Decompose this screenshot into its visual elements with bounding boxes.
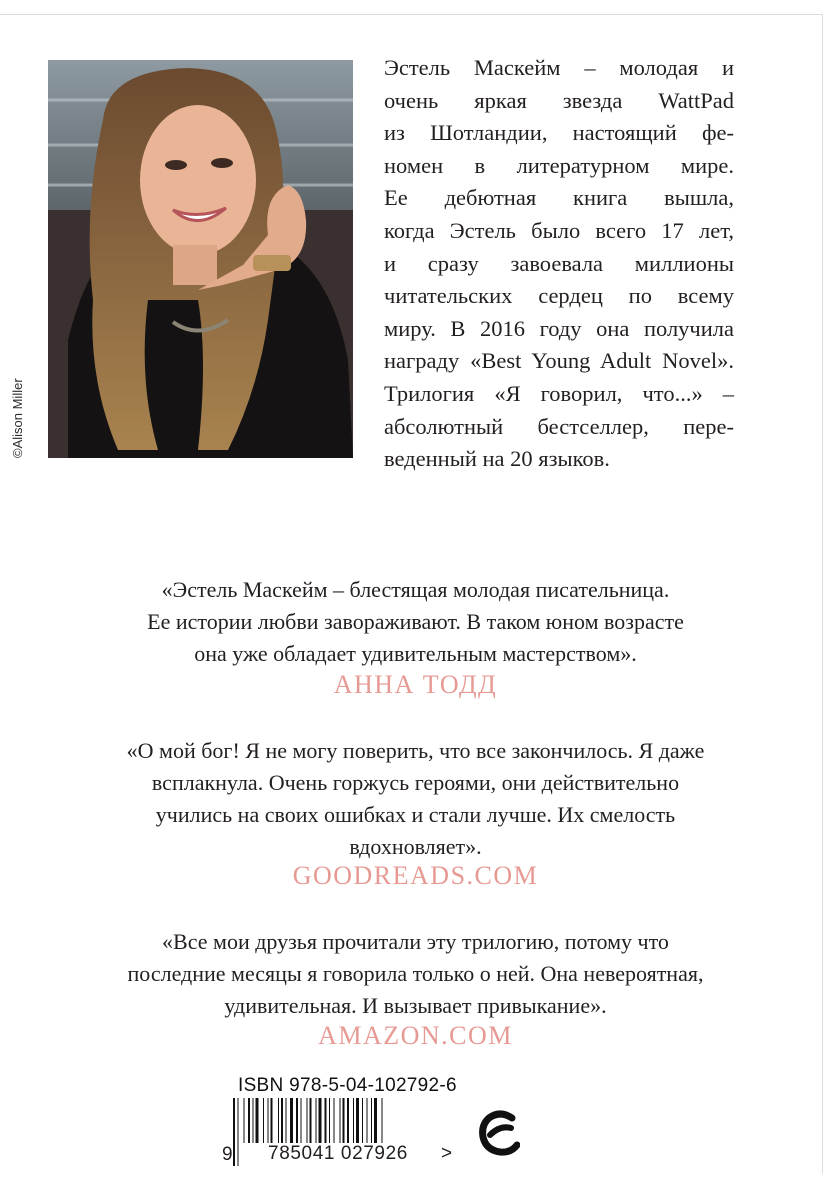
- bio-line: из Шотландии, настоящий фе-: [384, 120, 734, 146]
- review-quote-1: [40, 574, 791, 670]
- quote-line: «О мой бог! Я не могу поверить, что все закончилось. Я даже: [126, 738, 705, 763]
- bio-line: Ее дебютная книга вышла,: [384, 185, 734, 211]
- barcode-bar: [233, 1098, 235, 1166]
- quote-line: «Эстель Маскейм – блестящая молодая писательница.: [161, 577, 670, 602]
- review-source-1: АННА ТОДД: [333, 670, 498, 699]
- bio-line: Трилогия «Я говорил, что...» –: [384, 380, 734, 406]
- quote-line: вдохновляет».: [349, 834, 482, 859]
- quote-line: «Все мои друзья прочитали эту трилогию, потому что: [162, 929, 669, 954]
- bio-line: когда Эстель было всего 17 лет,: [384, 217, 734, 243]
- author-bio: [384, 52, 734, 476]
- bio-line: Эстель Маскейм – молодая и: [384, 55, 734, 80]
- author-portrait-image: [48, 60, 353, 458]
- trim-line-right: [822, 14, 823, 1174]
- trim-line-top: [0, 14, 823, 15]
- review-quote-3: [40, 926, 791, 1022]
- author-photo: [48, 60, 353, 458]
- barcode-arrow: >: [441, 1143, 453, 1164]
- publisher-logo-icon: [478, 1108, 520, 1156]
- quote-line: последние месяцы я говорила только о ней. Она невероятная,: [127, 961, 704, 986]
- photo-credit: ©Alison Miller: [10, 378, 25, 458]
- bio-line: номен в литературном мире.: [384, 152, 734, 178]
- quote-line: удивительная. И вызывает привыкание».: [224, 993, 607, 1018]
- bio-line: награду «Best Young Adult Novel».: [384, 348, 734, 374]
- bio-line: читательских сердец по всему: [384, 283, 734, 309]
- review-source-2: GOODREADS.COM: [292, 861, 539, 890]
- bio-line: веденный на 20 языков.: [384, 446, 610, 472]
- bio-line: очень яркая звезда WattPad: [384, 87, 734, 113]
- review-source-3: AMAZON.COM: [318, 1021, 513, 1050]
- barcode-lead-digit: 9: [222, 1144, 233, 1165]
- bio-line: и сразу завоевала миллионы: [384, 250, 734, 276]
- isbn-label: ISBN 978-5-04-102792-6: [238, 1075, 457, 1096]
- quote-line: она уже обладает удивительным мастерством».: [194, 641, 637, 666]
- quote-line: учились на своих ошибках и стали лучше. Их смелость: [155, 802, 676, 827]
- bio-line: абсолютный бестселлер, пере-: [384, 413, 734, 439]
- quote-line: всплакнула. Очень горжусь героями, они действительно: [151, 770, 680, 795]
- barcode-digits: 785041 027926: [239, 1143, 437, 1167]
- quote-line: Ее истории любви завораживают. В таком юном возрасте: [147, 609, 684, 634]
- bio-line: миру. В 2016 году она получила: [384, 315, 734, 341]
- review-quote-2: [40, 735, 791, 863]
